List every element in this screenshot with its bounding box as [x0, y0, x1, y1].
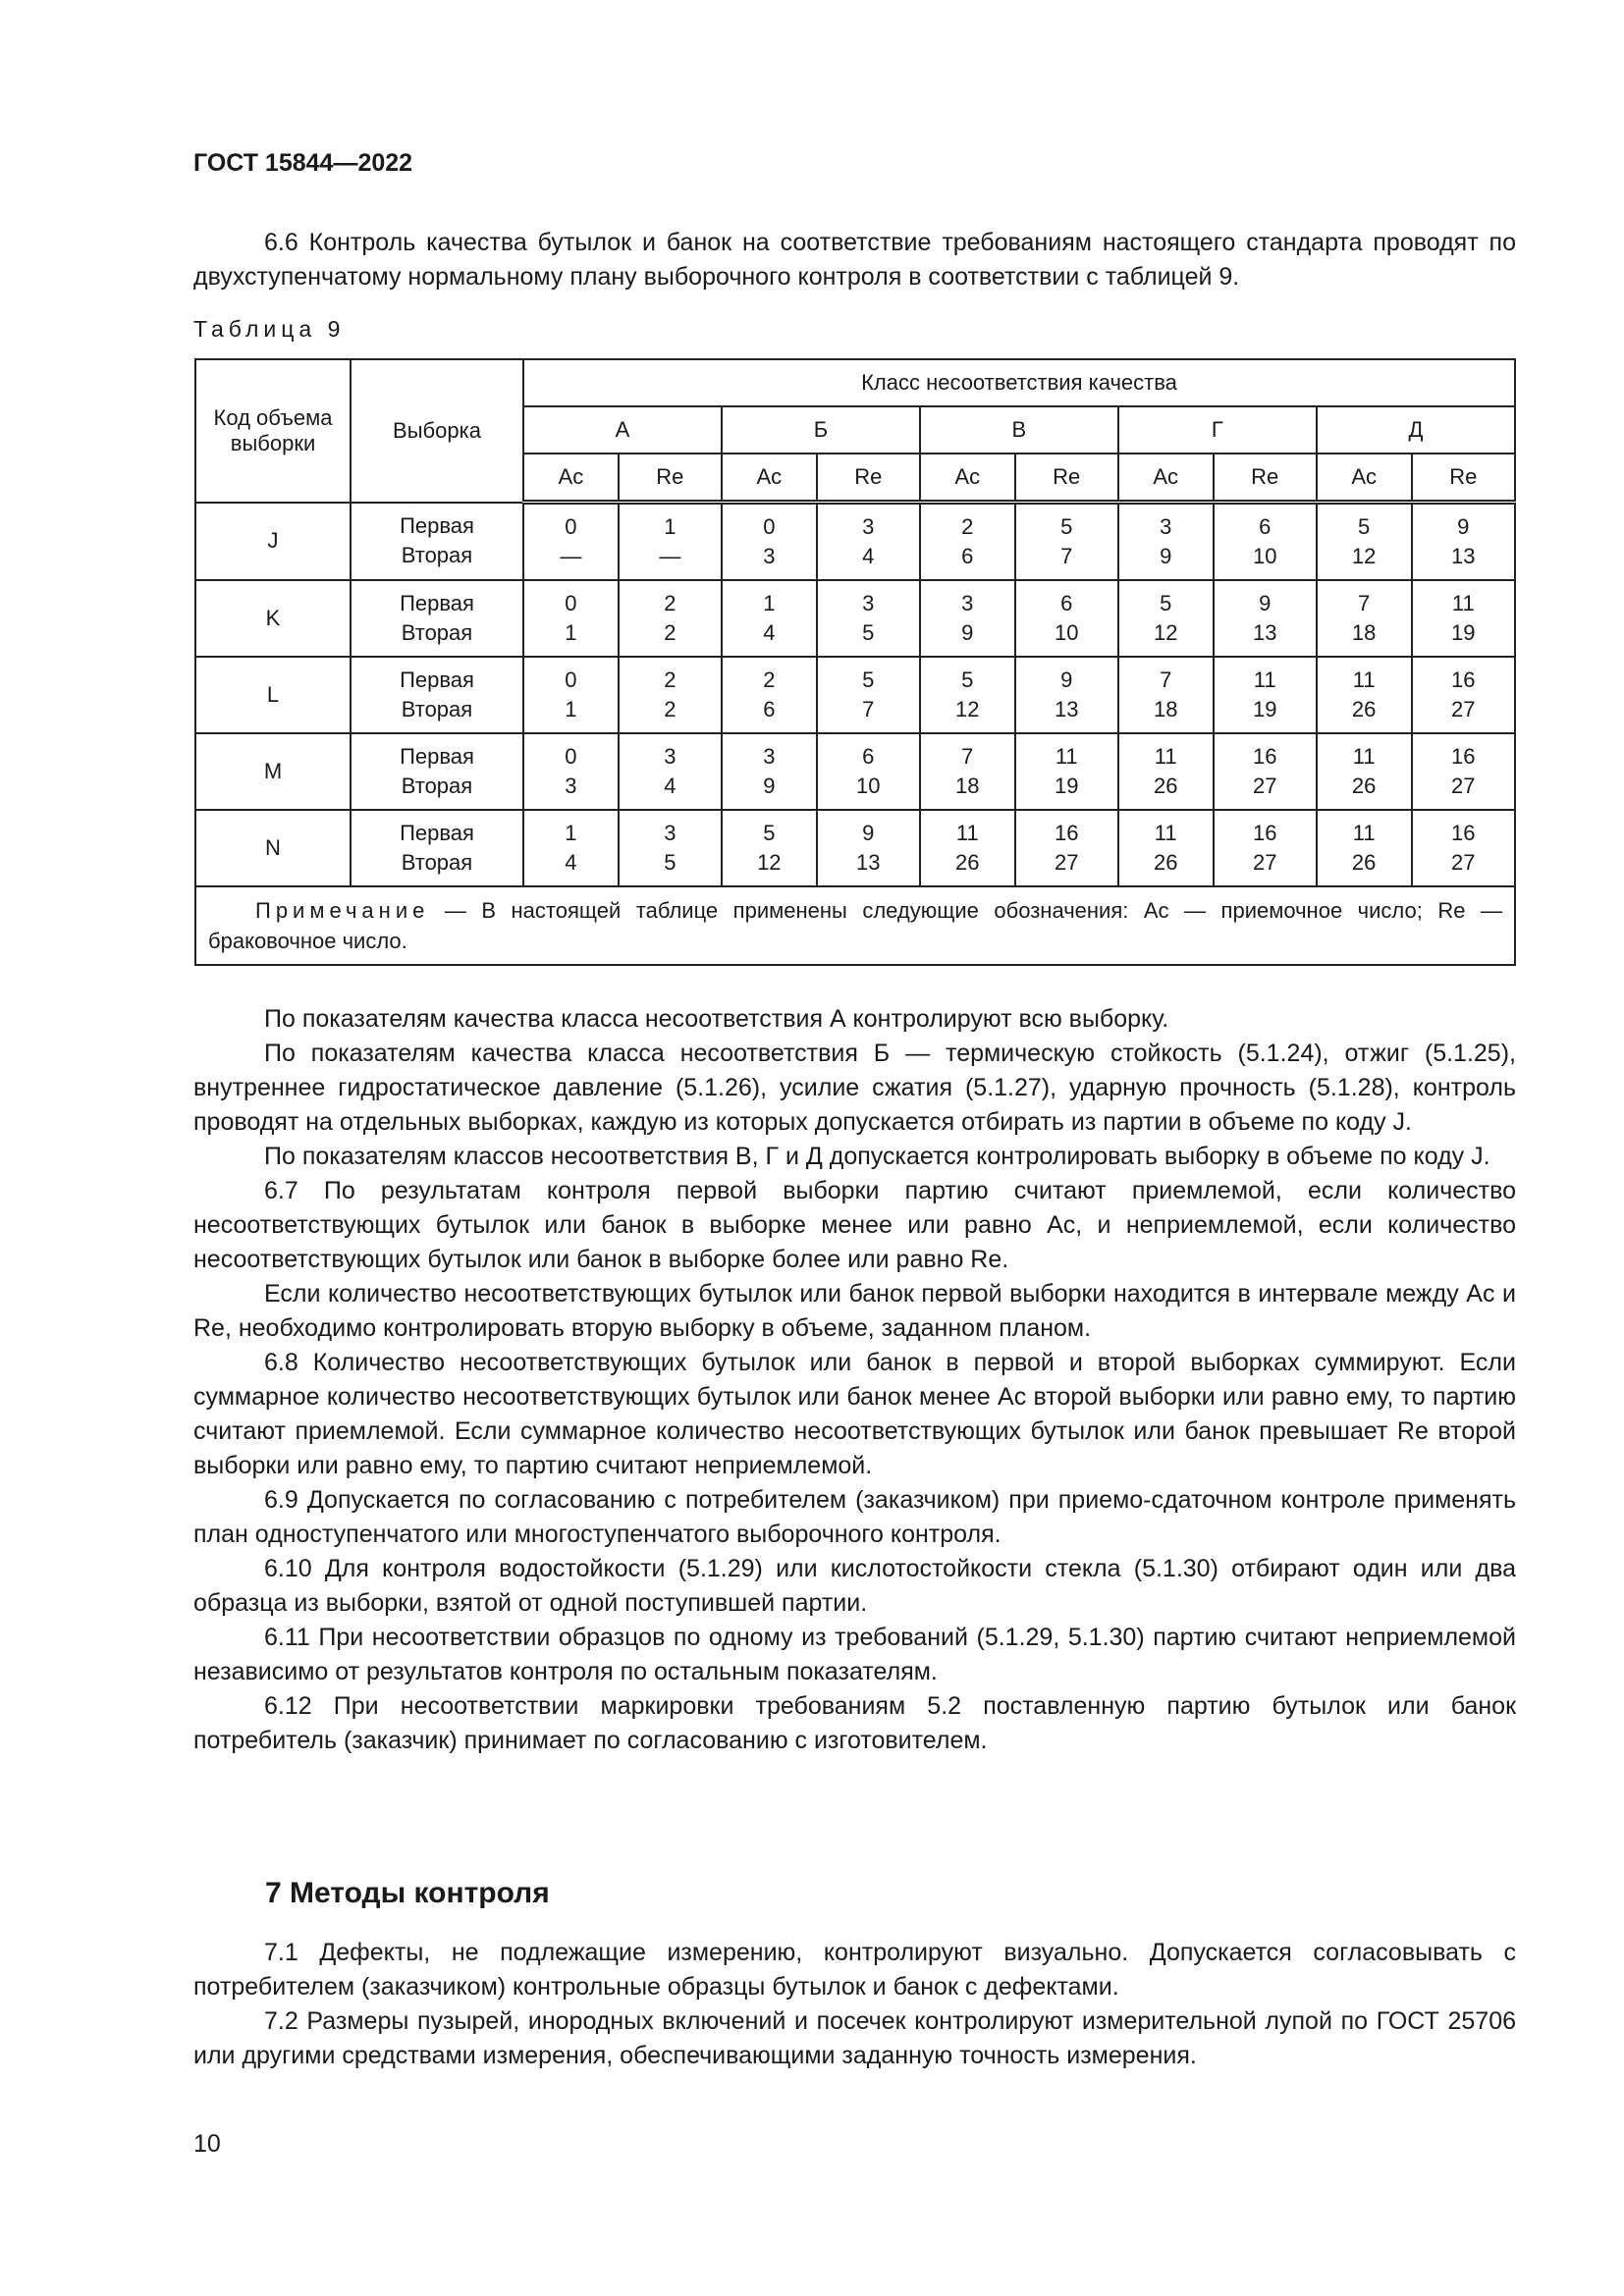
sample-code: L: [195, 657, 351, 733]
value-cell: [1118, 580, 1214, 657]
value-cell-line: 11: [1352, 821, 1376, 845]
value-cell-line: 9: [1457, 514, 1470, 539]
value-cell-line: 6: [1259, 514, 1272, 539]
value-cell-line: —: [560, 544, 582, 568]
value-cell-line: 6: [961, 544, 974, 568]
sample-stage-line: Вторая: [401, 774, 473, 798]
sample-stage: [351, 503, 523, 581]
value-cell-line: 16: [1055, 821, 1079, 845]
table-caption: Таблица 9: [193, 316, 346, 342]
value-cell-line: 2: [664, 591, 677, 615]
ac-header: Ac: [1317, 454, 1412, 503]
value-cell-line: 13: [1252, 620, 1277, 645]
value-cell-line: 16: [1451, 821, 1476, 845]
value-cell-line: 11: [1154, 744, 1177, 769]
value-cell-line: 9: [1060, 667, 1073, 692]
sample-stage-line: Вторая: [401, 850, 473, 875]
paragraph: 6.6 Контроль качества бутылок и банок на соответствие требованиям настоящего стандарта проводят по двухступенчатому нормальному плану выборочного контроля в соответствии с таблицей 9.: [193, 229, 1516, 291]
value-cell-line: 19: [1055, 774, 1079, 798]
re-header: Re: [817, 454, 920, 503]
value-cell-line: 3: [565, 774, 577, 798]
value-cell-line: 3: [664, 821, 677, 845]
value-cell-line: 10: [1252, 544, 1277, 568]
value-cell-line: 27: [1451, 697, 1476, 721]
re-header: Re: [619, 454, 722, 503]
value-cell-line: 3: [664, 744, 677, 769]
class-header: Д: [1317, 406, 1515, 454]
value-cell-line: 2: [961, 514, 974, 539]
sampling-plan-table: [194, 358, 1516, 966]
value-cell-line: 7: [961, 744, 974, 769]
value-cell-line: 2: [763, 667, 776, 692]
ac-header: Ac: [1118, 454, 1214, 503]
value-cell-line: 0: [565, 591, 577, 615]
sample-code: K: [195, 580, 351, 657]
value-cell-line: 3: [961, 591, 974, 615]
value-cell: [722, 657, 817, 733]
value-cell: [1015, 503, 1118, 581]
document-id-header: ГОСТ 15844—2022: [193, 149, 413, 177]
value-cell-line: 3: [763, 744, 776, 769]
re-header: Re: [1412, 454, 1515, 503]
value-cell: [523, 810, 619, 886]
value-cell: [722, 580, 817, 657]
value-cell-line: 0: [565, 514, 577, 539]
value-cell-line: 5: [862, 667, 875, 692]
value-cell-line: 18: [955, 774, 980, 798]
body-text: [193, 1002, 1516, 1758]
value-cell-line: 26: [955, 850, 980, 875]
value-cell: [1412, 580, 1515, 657]
value-cell-line: 10: [1055, 620, 1079, 645]
value-cell-line: 16: [1252, 744, 1277, 769]
value-cell-line: 16: [1451, 667, 1476, 692]
value-cell-line: 1: [565, 620, 577, 645]
value-cell: [1214, 580, 1317, 657]
table-note: [195, 886, 1515, 965]
value-cell-line: 13: [856, 850, 881, 875]
value-cell: [523, 657, 619, 733]
paragraph: 6.12 При несоответствии маркировки требованиям 5.2 поставленную партию бутылок или банок потребитель (заказчик) принимает по согласованию с изготовителем.: [193, 1692, 1516, 1754]
value-cell-line: 2: [664, 620, 677, 645]
value-cell-line: 18: [1351, 620, 1377, 645]
value-cell-line: 11: [1253, 667, 1276, 692]
value-cell: [1015, 733, 1118, 810]
value-cell-line: 5: [1060, 514, 1073, 539]
value-cell: [920, 580, 1015, 657]
sample-stage: [351, 810, 523, 886]
value-cell: [1317, 733, 1412, 810]
value-cell-line: 5: [862, 620, 875, 645]
sample-stage: [351, 733, 523, 810]
paragraph: 7.1 Дефекты, не подлежащие измерению, контролируют визуально. Допускается согласовывать с потребителем (заказчиком) контрольные образцы бутылок и банок с дефектами.: [193, 1939, 1516, 2001]
value-cell-line: 16: [1451, 744, 1476, 769]
value-cell-line: 4: [763, 620, 776, 645]
value-cell: [1412, 810, 1515, 886]
sample-stage-line: Вторая: [401, 543, 473, 568]
paragraph: По показателям качества класса несоответствия А контролируют всю выборку.: [264, 1005, 1169, 1033]
value-cell: [1214, 503, 1317, 581]
value-cell-line: 11: [1055, 744, 1078, 769]
value-cell-line: 3: [862, 591, 875, 615]
ac-header: Ac: [920, 454, 1015, 503]
value-cell-line: 18: [1153, 697, 1178, 721]
note-text: — В настоящей таблице применены следующие обозначения: Ac — приемочное число; Re — браковочное число.: [208, 898, 1502, 953]
value-cell: [817, 733, 920, 810]
value-cell-line: 27: [1451, 774, 1476, 798]
paragraph: 6.8 Количество несоответствующих бутылок или банок в первой и второй выборках суммируют. Если суммарное количество несоответствующих бутылок или банок менее Ac второй выборки или равно ему, то партию считают приемлемой. Если суммарное количество несоответствующих бутылок или банок превышает Re второй выборки или равно ему, то партию считают неприемлемой.: [193, 1349, 1516, 1479]
note-label: Примечание: [255, 898, 430, 923]
value-cell: [1317, 503, 1412, 581]
value-cell-line: 12: [1153, 620, 1178, 645]
sample-stage-line: Вторая: [401, 697, 473, 721]
value-cell-line: 11: [1451, 591, 1475, 615]
value-cell: [1412, 503, 1515, 581]
value-cell: [920, 503, 1015, 581]
sample-stage-line: Первая: [400, 591, 474, 615]
value-cell: [817, 657, 920, 733]
value-cell-line: 26: [1153, 774, 1178, 798]
sample-stage-line: Первая: [400, 513, 474, 539]
value-cell: [619, 810, 722, 886]
class-header: В: [920, 406, 1118, 454]
value-cell-line: 4: [862, 544, 875, 568]
sample-stage-line: Первая: [400, 821, 474, 845]
value-cell-line: 5: [1160, 591, 1172, 615]
table-row: [195, 657, 1515, 733]
value-cell-line: 7: [1060, 544, 1073, 568]
value-cell-line: 9: [1160, 544, 1172, 568]
table-row: [195, 810, 1515, 886]
paragraph: 6.9 Допускается по согласованию с потребителем (заказчиком) при приемо-сдаточном контроле применять план одноступенчатого или многоступенчатого выборочного контроля.: [193, 1486, 1516, 1548]
value-cell-line: 26: [1351, 774, 1377, 798]
value-cell: [1118, 503, 1214, 581]
value-cell-line: 12: [955, 697, 980, 721]
section-heading: 7 Методы контроля: [265, 1877, 550, 1909]
table-row: [195, 733, 1515, 810]
col-header-code: Код объема выборки: [195, 359, 351, 503]
value-cell-line: 9: [961, 620, 974, 645]
value-cell-line: 1: [664, 514, 677, 539]
value-cell-line: 6: [862, 744, 875, 769]
value-cell-line: 1: [565, 697, 577, 721]
sample-stage-line: Вторая: [401, 620, 473, 645]
value-cell: [722, 810, 817, 886]
value-cell-line: 5: [1358, 514, 1371, 539]
value-cell: [1317, 657, 1412, 733]
value-cell-line: 19: [1252, 697, 1277, 721]
value-cell: [523, 580, 619, 657]
value-cell-line: 12: [1351, 544, 1377, 568]
value-cell-line: 13: [1451, 544, 1476, 568]
value-cell: [817, 810, 920, 886]
value-cell: [1118, 810, 1214, 886]
paragraph: Если количество несоответствующих бутылок или банок первой выборки находится в интервале между Ac и Re, необходимо контролировать вторую выборку в объеме, заданном планом.: [193, 1280, 1516, 1342]
value-cell: [1412, 657, 1515, 733]
value-cell: [523, 503, 619, 581]
value-cell: [619, 580, 722, 657]
sample-stage: [351, 580, 523, 657]
value-cell-line: 2: [664, 697, 677, 721]
value-cell-line: 16: [1252, 821, 1277, 845]
value-cell: [619, 503, 722, 581]
sample-stage-line: Первая: [400, 667, 474, 692]
value-cell-line: —: [659, 544, 681, 568]
value-cell: [1317, 580, 1412, 657]
re-header: Re: [1015, 454, 1118, 503]
sample-stage-line: Первая: [400, 744, 474, 769]
value-cell-line: 27: [1451, 850, 1476, 875]
value-cell-line: 6: [763, 697, 776, 721]
col-header-sample: Выборка: [351, 359, 523, 503]
sample-code: N: [195, 810, 351, 886]
value-cell: [1118, 733, 1214, 810]
re-header: Re: [1214, 454, 1317, 503]
value-cell: [1317, 810, 1412, 886]
value-cell-line: 11: [1352, 667, 1376, 692]
value-cell-line: 26: [1351, 697, 1377, 721]
value-cell-line: 10: [856, 774, 881, 798]
value-cell-line: 0: [565, 744, 577, 769]
value-cell-line: 3: [1160, 514, 1172, 539]
value-cell-line: 1: [565, 821, 577, 845]
value-cell-line: 7: [1160, 667, 1172, 692]
paragraph: 6.10 Для контроля водостойкости (5.1.29) или кислотостойкости стекла (5.1.30) отбирают один или два образца из выборки, взятой от одной поступившей партии.: [193, 1555, 1516, 1617]
value-cell-line: 7: [1358, 591, 1371, 615]
ac-header: Ac: [722, 454, 817, 503]
col-header-class-group: Класс несоответствия качества: [523, 359, 1515, 406]
value-cell: [1118, 657, 1214, 733]
value-cell-line: 7: [862, 697, 875, 721]
value-cell: [920, 733, 1015, 810]
value-cell: [920, 810, 1015, 886]
paragraph: 6.7 По результатам контроля первой выборки партию считают приемлемой, если количество несоответствующих бутылок или банок в выборке менее или равно Ac, и неприемлемой, если количество несоответствующих бутылок или банок в выборке более или равно Re.: [193, 1177, 1516, 1273]
value-cell-line: 3: [862, 514, 875, 539]
value-cell: [1015, 810, 1118, 886]
value-cell: [1412, 733, 1515, 810]
value-cell-line: 27: [1252, 774, 1277, 798]
value-cell: [817, 503, 920, 581]
value-cell-line: 0: [565, 667, 577, 692]
paragraph: 6.11 При несоответствии образцов по одному из требований (5.1.29, 5.1.30) партию считают неприемлемой независимо от результатов контроля по остальным показателям.: [193, 1624, 1516, 1685]
value-cell-line: 27: [1252, 850, 1277, 875]
class-header: Б: [722, 406, 920, 454]
value-cell: [1214, 733, 1317, 810]
value-cell-line: 19: [1451, 620, 1476, 645]
value-cell: [920, 657, 1015, 733]
value-cell-line: 5: [664, 850, 677, 875]
value-cell: [722, 503, 817, 581]
intro-block: [193, 226, 1516, 294]
value-cell: [619, 657, 722, 733]
page-number: 10: [193, 2130, 221, 2158]
value-cell-line: 9: [763, 774, 776, 798]
value-cell-line: 6: [1060, 591, 1073, 615]
value-cell: [523, 733, 619, 810]
value-cell-line: 11: [1154, 821, 1177, 845]
value-cell: [1015, 657, 1118, 733]
value-cell-line: 12: [757, 850, 782, 875]
value-cell: [722, 733, 817, 810]
value-cell-line: 4: [565, 850, 577, 875]
value-cell-line: 27: [1055, 850, 1079, 875]
paragraph: По показателям качества класса несоответствия Б — термическую стойкость (5.1.24), отжиг (5.1.25), внутреннее гидростатическое давление (5.1.26), усилие сжатия (5.1.27), ударную прочность (5.1.28), контроль проводят на отдельных выборках, каждую из которых допускается отбирать из партии в объеме по коду J.: [193, 1040, 1516, 1136]
sample-code: J: [195, 503, 351, 581]
value-cell: [619, 733, 722, 810]
table-row: [195, 580, 1515, 657]
paragraph: 7.2 Размеры пузырей, инородных включений и посечек контролируют измерительной лупой по ГОСТ 25706 или другими средствами измерения, обеспечивающими заданную точность измерения.: [193, 2007, 1516, 2069]
sample-stage: [351, 657, 523, 733]
value-cell-line: 5: [961, 667, 974, 692]
value-cell: [1015, 580, 1118, 657]
value-cell-line: 0: [763, 514, 776, 539]
value-cell-line: 9: [1259, 591, 1272, 615]
value-cell: [1214, 657, 1317, 733]
value-cell-line: 5: [763, 821, 776, 845]
section7-text: [193, 1936, 1516, 2073]
value-cell: [1214, 810, 1317, 886]
value-cell-line: 11: [1352, 744, 1376, 769]
value-cell-line: 4: [664, 774, 677, 798]
value-cell-line: 9: [862, 821, 875, 845]
value-cell: [817, 580, 920, 657]
value-cell-line: 26: [1351, 850, 1377, 875]
ac-header: Ac: [523, 454, 619, 503]
value-cell-line: 2: [664, 667, 677, 692]
class-header: Г: [1118, 406, 1317, 454]
sample-code: M: [195, 733, 351, 810]
table-row: [195, 503, 1515, 581]
value-cell-line: 1: [763, 591, 776, 615]
value-cell-line: 11: [955, 821, 979, 845]
value-cell-line: 3: [763, 544, 776, 568]
value-cell-line: 26: [1153, 850, 1178, 875]
paragraph: По показателям классов несоответствия В, Г и Д допускается контролировать выборку в объеме по коду J.: [264, 1143, 1490, 1170]
value-cell-line: 13: [1055, 697, 1079, 721]
class-header: А: [523, 406, 722, 454]
